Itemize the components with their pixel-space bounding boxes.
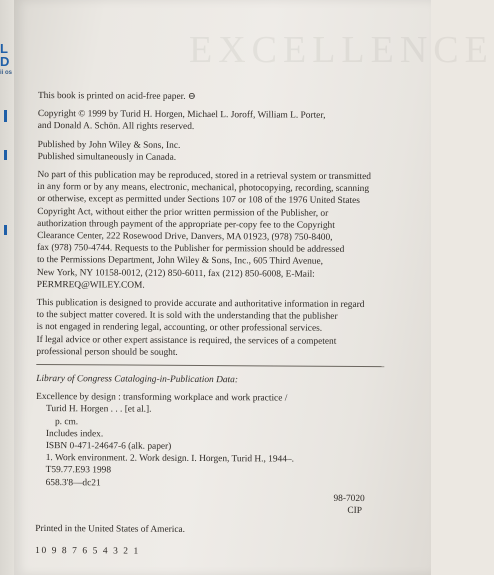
book-cover-edge: [0, 0, 14, 575]
cip-heading: Library of Congress Cataloging-in-Publication Data:: [36, 374, 239, 386]
text-line: is not engaged in rendering legal, accounting, or other professional services.: [36, 322, 323, 335]
text-line: New York, NY 10158-0012, (212) 850-6011, fax (212) 850-6008, E-Mail:: [36, 267, 315, 280]
text-line: PERMREQ@WILEY.COM.: [36, 279, 145, 291]
cover-small-text: ii os: [0, 70, 13, 76]
text-line: and Donald A. Schön. All rights reserved.: [37, 121, 195, 133]
cip-title: Excellence by design : transforming workplace and work practice /: [36, 392, 288, 404]
cover-letter: L: [0, 41, 8, 56]
text-line: professional person should be sought.: [36, 346, 178, 358]
cover-letter: D: [0, 54, 10, 69]
cip-pages: p. cm.: [54, 416, 79, 427]
cip-lccn-block: [333, 493, 364, 518]
text-line: in any form or by any means, electronic, mechanical, photocopying, recording, scanning: [37, 182, 370, 195]
text-line: Copyright © 1999 by Turid H. Horgen, Michael L. Joroff, William L. Porter,: [37, 109, 326, 121]
copyright-notice: [38, 108, 414, 135]
show-through-text: EXCELLENCE: [189, 29, 494, 71]
cover-bar: [4, 110, 7, 122]
cip-index: Includes index.: [45, 428, 104, 440]
text-line: Published simultaneously in Canada.: [37, 151, 177, 163]
cover-lettering: [0, 42, 14, 76]
cip-subjects: 1. Work environment. 2. Work design. I. Horgen, Turid H., 1944–.: [45, 453, 294, 465]
cip-label: CIP: [347, 505, 363, 517]
printing-sequence: [35, 545, 411, 559]
cip-authors: Turid H. Horgen . . . [et al.].: [46, 404, 152, 416]
cip-lccn: 98-7020: [333, 493, 365, 504]
copyright-page: [14, 0, 494, 575]
text-line: This publication is designed to provide accurate and authoritative information in regard: [36, 298, 365, 311]
text-line: 10 9 8 7 6 5 4 3 2 1: [35, 546, 140, 557]
cip-data: [35, 391, 412, 517]
rights-notice: [37, 169, 414, 293]
text-line: authorization through payment of the appropriate per-copy fee to the Copyright: [37, 218, 335, 231]
cip-lccn-row: [35, 489, 411, 517]
text-line: to the Permissions Department, John Wiley & Sons, Inc., 605 Third Avenue,: [36, 255, 324, 268]
text-line: No part of this publication may be reproduced, stored in a retrieval system or transmitted: [37, 170, 372, 183]
cip-dewey: 658.3'8—dc21: [45, 477, 101, 489]
text-line: Copyright Act, without either the prior written permission of the Publisher, or: [37, 206, 329, 219]
cip-heading-block: [36, 373, 412, 387]
cover-bar: [4, 150, 7, 160]
divider: [36, 364, 384, 367]
text-line: Clearance Center, 222 Rosewood Drive, Danvers, MA 01923, (978) 750-8400,: [37, 231, 333, 243]
text-line: to the subject matter covered. It is sold with the understanding that the publisher: [36, 310, 338, 323]
text-line: Printed in the United States of America.: [35, 523, 186, 535]
page-content: [35, 90, 414, 560]
acid-free-notice: [38, 90, 414, 104]
text-line: Published by John Wiley & Sons, Inc.: [37, 139, 181, 151]
publisher-notice: [38, 139, 414, 166]
text-line: If legal advice or other expert assistance is required, the services of a competent: [36, 334, 337, 347]
printed-notice: [35, 523, 411, 537]
cip-isbn: ISBN 0-471-24647-6 (alk. paper): [45, 441, 172, 452]
disclaimer-notice: [36, 297, 412, 360]
cip-call-number: T59.77.E93 1998: [45, 465, 112, 476]
text-line: This book is printed on acid-free paper. ⊖: [37, 90, 196, 102]
cover-bar: [4, 225, 7, 235]
text-line: or otherwise, except as permitted under Sections 107 or 108 of the 1976 United States: [37, 194, 360, 207]
text-line: fax (978) 750-4744. Requests to the Publisher for permission should be addressed: [37, 243, 345, 256]
